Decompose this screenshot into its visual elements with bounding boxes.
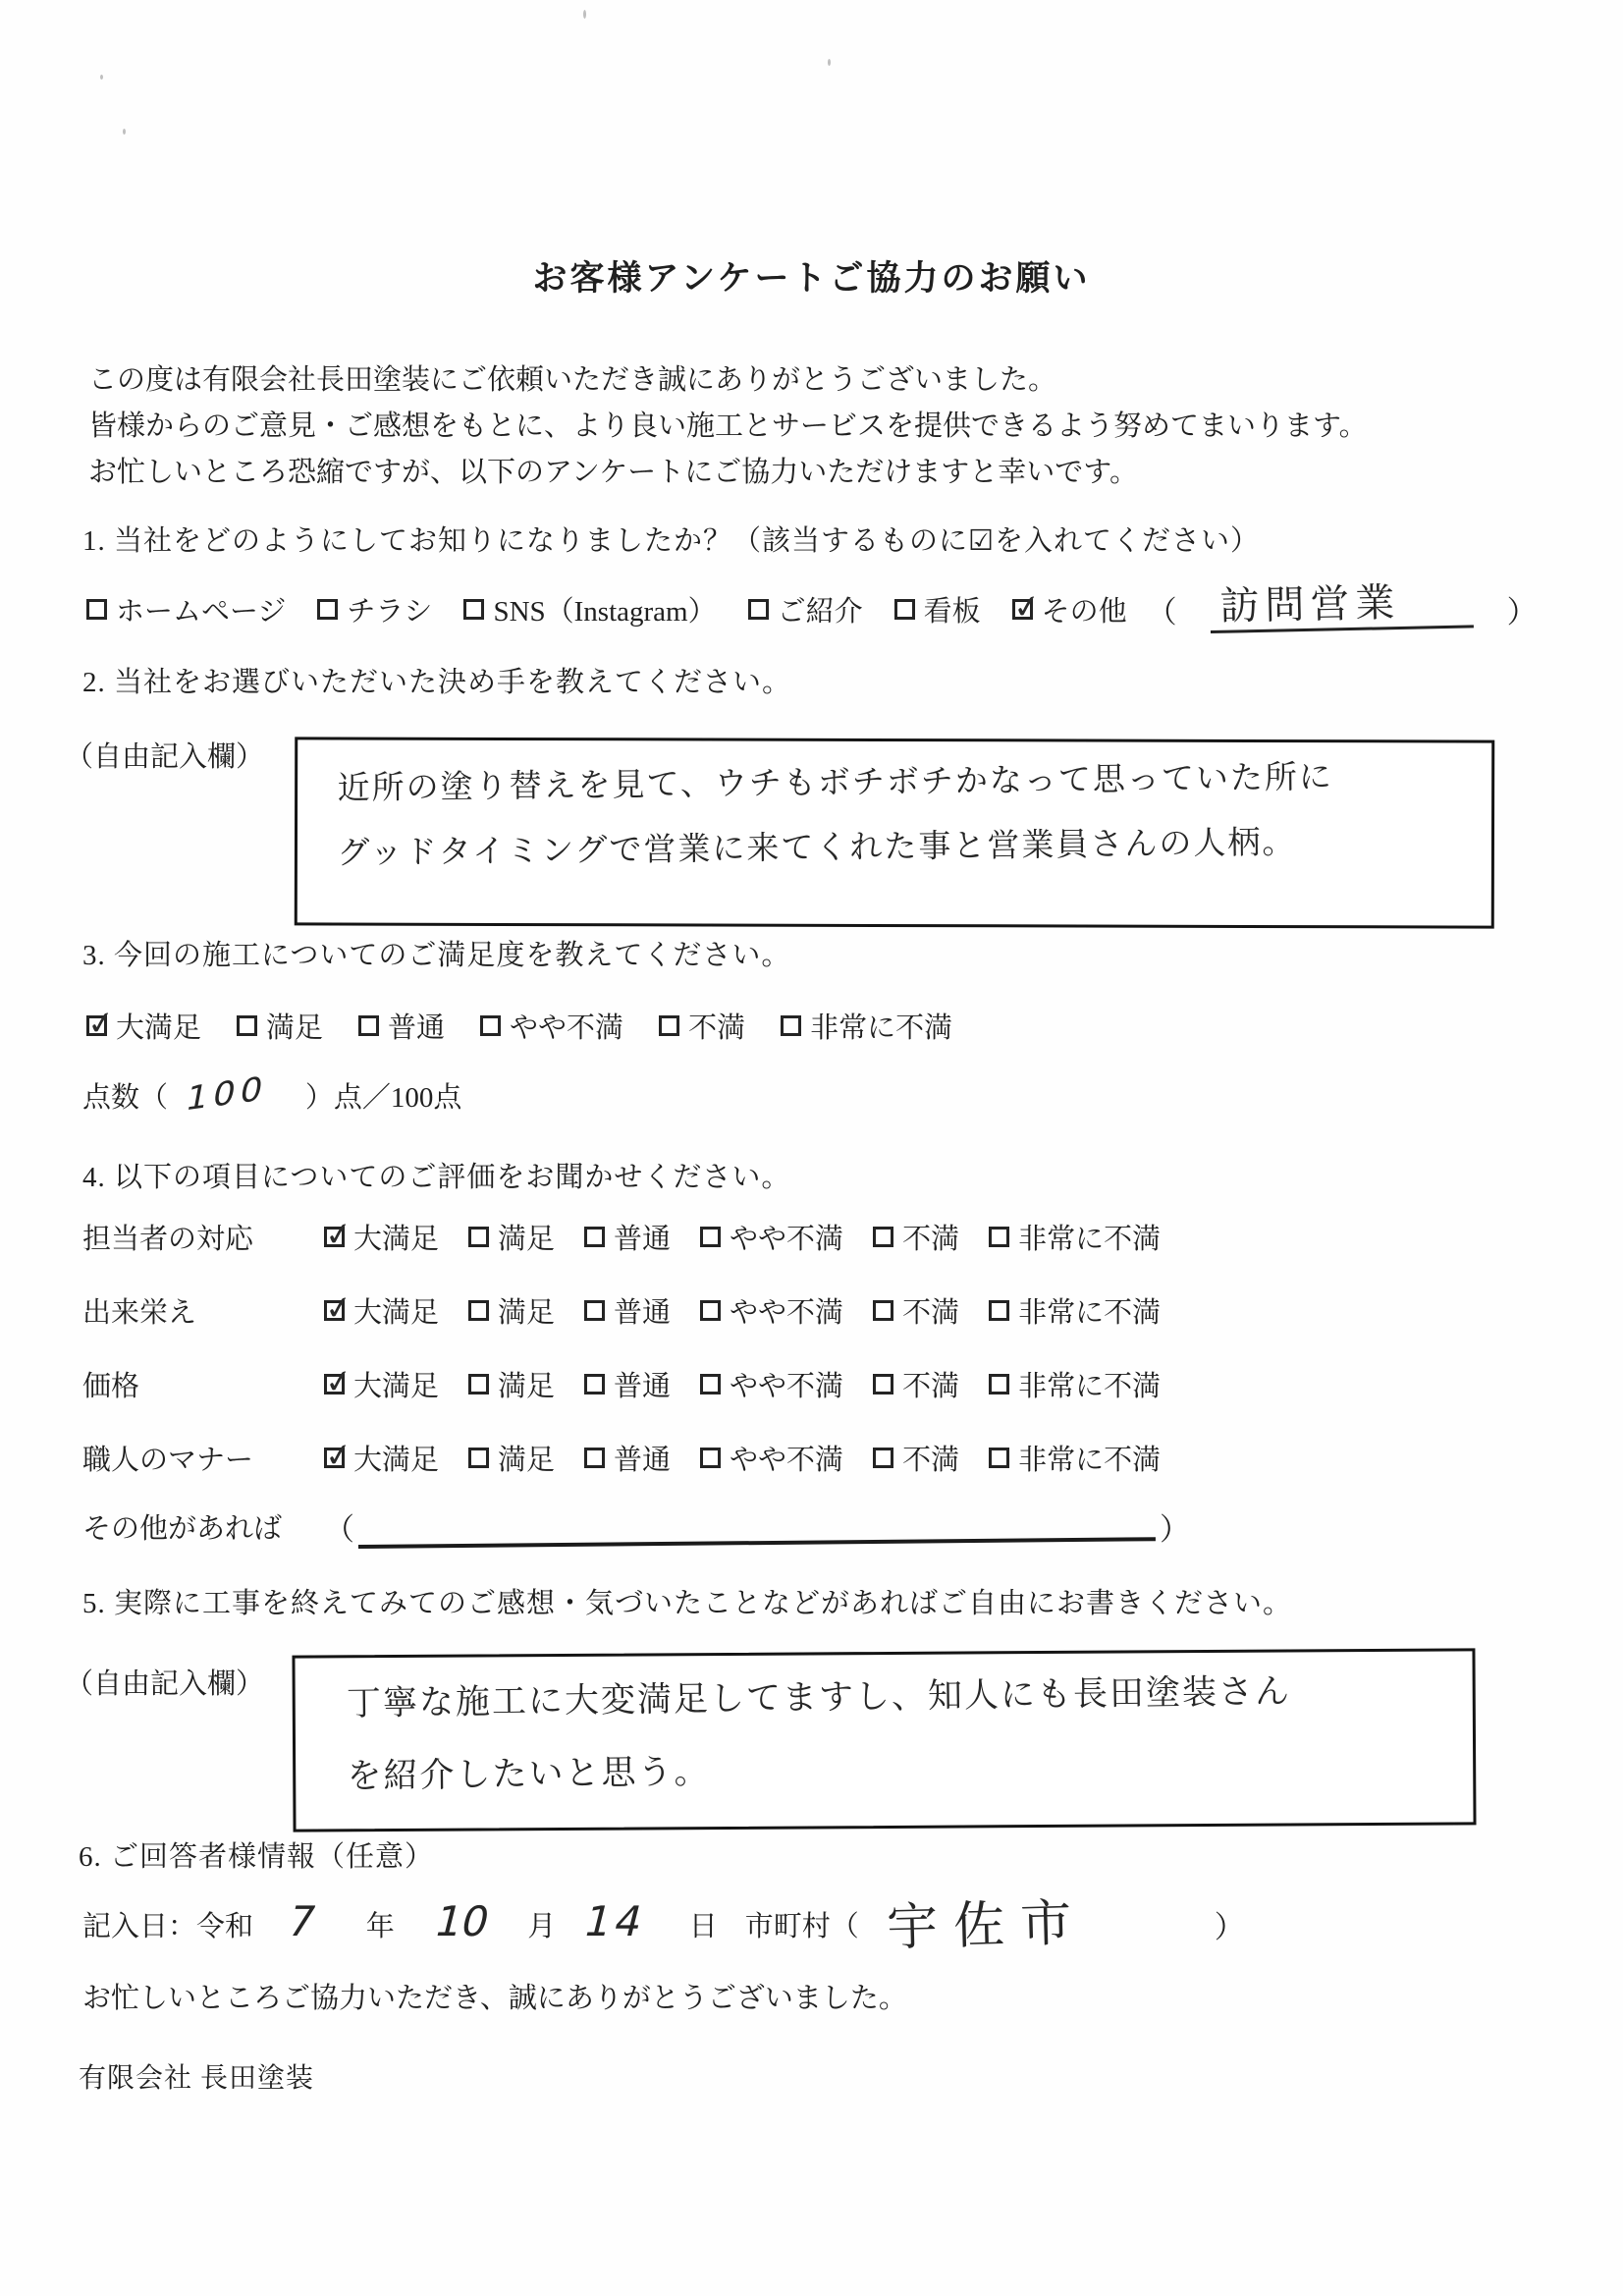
- option-label: やや不満: [730, 1371, 844, 1402]
- empty-checkbox-icon: [584, 1227, 605, 1247]
- survey-option: [989, 1217, 1161, 1257]
- option-label: 不満: [688, 1012, 746, 1044]
- survey-option: [584, 1438, 671, 1478]
- empty-checkbox-icon: [700, 1448, 721, 1468]
- option-label: 非常に不満: [1018, 1371, 1162, 1402]
- survey-option: [781, 1006, 952, 1046]
- q4-rating-row: [82, 1421, 1161, 1495]
- option-label: 大満足: [353, 1371, 440, 1402]
- option-label: 満足: [498, 1371, 556, 1402]
- q3-score-line: [82, 1068, 462, 1120]
- q4-row-label: 価格: [82, 1371, 140, 1402]
- q4-row-label: 職人のマナー: [82, 1445, 254, 1476]
- option-label: やや不満: [730, 1445, 844, 1476]
- checked-checkbox-icon: [324, 1300, 345, 1321]
- survey-option: [873, 1364, 959, 1404]
- survey-option: [468, 1364, 555, 1404]
- survey-option: [700, 1438, 843, 1478]
- option-label: チラシ: [347, 596, 433, 628]
- empty-checkbox-icon: [468, 1300, 489, 1321]
- score-suffix: ）点／100点: [304, 1082, 462, 1114]
- survey-option: [468, 1217, 555, 1257]
- option-label: 満足: [266, 1012, 324, 1044]
- empty-checkbox-icon: [237, 1015, 257, 1036]
- q4-rating-grid: [82, 1200, 1161, 1495]
- survey-option: [584, 1290, 671, 1331]
- survey-option: [584, 1217, 671, 1257]
- q1-heading: 1. 当社をどのようにしてお知りになりましたか？（該当するものに☑を入れてください）: [82, 525, 1260, 557]
- empty-checkbox-icon: [700, 1227, 721, 1247]
- q5-answer-box: [292, 1648, 1476, 1831]
- survey-option: [463, 589, 716, 629]
- option-label: 普通: [614, 1445, 672, 1476]
- empty-checkbox-icon: [659, 1015, 679, 1036]
- option-label: 不満: [902, 1445, 960, 1476]
- empty-checkbox-icon: [584, 1448, 605, 1468]
- option-label: 普通: [614, 1224, 672, 1255]
- survey-option: [873, 1290, 959, 1331]
- empty-checkbox-icon: [894, 599, 915, 620]
- survey-option: [358, 1006, 445, 1046]
- checked-checkbox-icon: [324, 1448, 345, 1468]
- survey-option: [659, 1006, 745, 1046]
- scan-speck: [123, 129, 126, 135]
- option-label: 大満足: [353, 1445, 440, 1476]
- handwritten-day: 14: [579, 1896, 652, 1945]
- survey-option: [989, 1364, 1161, 1404]
- q2-handwritten-answer-line: 近所の塗り替えを見て、ウチもボチボチかなって思っていた所に: [337, 757, 1334, 807]
- option-label: やや不満: [730, 1224, 844, 1255]
- survey-option: [324, 1364, 439, 1404]
- survey-option: [317, 589, 432, 629]
- option-label: 非常に不満: [810, 1012, 953, 1044]
- day-suffix: 日: [688, 1910, 718, 1942]
- q5-heading: 5. 実際に工事を終えてみてのご感想・気づいたことなどがあればご自由にお書きください。: [82, 1588, 1293, 1619]
- scan-speck: [583, 10, 586, 19]
- option-label: 非常に不満: [1018, 1224, 1162, 1255]
- close-paren: ）: [1506, 595, 1538, 629]
- q6-heading: 6. ご回答者様情報（任意）: [79, 1841, 435, 1873]
- survey-option: [700, 1217, 843, 1257]
- option-label: 普通: [614, 1297, 672, 1329]
- option-label: 大満足: [353, 1297, 440, 1329]
- q3-heading: 3. 今回の施工についてのご満足度を教えてください。: [82, 940, 791, 971]
- q2-answer-box: [295, 737, 1494, 928]
- survey-option: [748, 589, 863, 629]
- q4-heading: 4. 以下の項目についてのご評価をお聞かせください。: [82, 1162, 791, 1193]
- survey-option: [237, 1006, 323, 1046]
- empty-checkbox-icon: [468, 1227, 489, 1247]
- option-label: 看板: [923, 596, 981, 628]
- survey-option: [873, 1217, 959, 1257]
- handwritten-era-year: 7: [282, 1896, 321, 1945]
- survey-option: [700, 1290, 843, 1331]
- q3-options-row: [86, 1006, 952, 1046]
- checked-checkbox-icon: [1012, 599, 1033, 620]
- survey-option: [894, 589, 981, 629]
- checked-checkbox-icon: [324, 1227, 345, 1247]
- survey-option: [584, 1364, 671, 1404]
- q4-row-label: 出来栄え: [82, 1297, 197, 1329]
- option-label: 満足: [498, 1224, 556, 1255]
- survey-option: [324, 1438, 439, 1478]
- checked-checkbox-icon: [324, 1374, 345, 1394]
- blank-answer-line: [358, 1507, 1156, 1549]
- survey-option: [86, 589, 286, 629]
- survey-option: [86, 1006, 201, 1046]
- survey-option: [468, 1290, 555, 1331]
- q1-options-row: [86, 579, 1538, 633]
- q4-rating-row: [82, 1200, 1161, 1274]
- survey-option: [324, 1290, 439, 1331]
- close-paren: ）: [1160, 1512, 1190, 1547]
- empty-checkbox-icon: [480, 1015, 501, 1036]
- empty-checkbox-icon: [873, 1374, 893, 1394]
- q2-handwritten-answer-line: グッドタイミングで営業に来てくれた事と営業員さんの人柄。: [337, 822, 1297, 872]
- q1-handwritten-other-value: 訪問営業: [1210, 579, 1474, 633]
- survey-option: [468, 1438, 555, 1478]
- q4-row-options: [324, 1438, 1161, 1478]
- close-paren: ）: [1214, 1909, 1245, 1944]
- year-suffix: 年: [365, 1910, 395, 1942]
- empty-checkbox-icon: [989, 1227, 1009, 1247]
- empty-checkbox-icon: [748, 599, 769, 620]
- closing-thanks: お忙しいところご協力いただき、誠にありがとうございました。: [82, 1983, 907, 2014]
- q4-row-options: [324, 1364, 1161, 1404]
- option-label: その他: [1041, 596, 1127, 628]
- handwritten-month: 10: [429, 1896, 495, 1945]
- option-label: 不満: [902, 1371, 960, 1402]
- empty-checkbox-icon: [86, 599, 107, 620]
- q6-date-line: [82, 1882, 1245, 1966]
- date-prefix: 記入日：令和: [82, 1910, 254, 1942]
- page-title: お客様アンケートご協力のお願い: [532, 259, 1091, 298]
- empty-checkbox-icon: [873, 1448, 893, 1468]
- q5-handwritten-answer-line: 丁寧な施工に大変満足してますし、知人にも長田塗装さん: [346, 1671, 1292, 1724]
- option-label: 大満足: [353, 1224, 440, 1255]
- empty-checkbox-icon: [358, 1015, 379, 1036]
- open-paren: （: [1146, 595, 1177, 629]
- option-label: 普通: [614, 1371, 672, 1402]
- option-label: やや不満: [730, 1297, 844, 1329]
- empty-checkbox-icon: [463, 599, 484, 620]
- empty-checkbox-icon: [468, 1374, 489, 1394]
- empty-checkbox-icon: [989, 1300, 1009, 1321]
- option-label: ご紹介: [777, 596, 863, 628]
- option-label: 満足: [498, 1445, 556, 1476]
- q4-rating-row: [82, 1347, 1161, 1421]
- option-label: 大満足: [116, 1012, 202, 1044]
- empty-checkbox-icon: [700, 1300, 721, 1321]
- q4-row-options: [324, 1290, 1161, 1331]
- intro-line: 皆様からのご意見・ご感想をもとに、より良い施工とサービスを提供できるよう努めてまいります。: [88, 410, 1368, 442]
- empty-checkbox-icon: [989, 1374, 1009, 1394]
- option-label: やや不満: [510, 1012, 624, 1044]
- q4-other-label: その他があれば: [82, 1513, 283, 1545]
- empty-checkbox-icon: [317, 599, 338, 620]
- option-label: 非常に不満: [1018, 1297, 1162, 1329]
- q5-free-entry-label: （自由記入欄）: [65, 1668, 265, 1700]
- open-paren: （: [324, 1512, 354, 1547]
- q4-rating-row: [82, 1274, 1161, 1347]
- intro-line: この度は有限会社長田塗装にご依頼いただき誠にありがとうございました。: [88, 364, 1057, 396]
- option-label: 非常に不満: [1018, 1445, 1162, 1476]
- survey-option: [700, 1364, 843, 1404]
- empty-checkbox-icon: [700, 1374, 721, 1394]
- survey-option: [873, 1438, 959, 1478]
- q4-other-row: [82, 1504, 1190, 1549]
- empty-checkbox-icon: [468, 1448, 489, 1468]
- company-name: 有限会社 長田塗装: [79, 2063, 315, 2094]
- empty-checkbox-icon: [873, 1300, 893, 1321]
- scan-speck: [100, 75, 103, 80]
- q2-free-entry-label: （自由記入欄）: [65, 741, 265, 773]
- q4-row-label: 担当者の対応: [82, 1224, 254, 1255]
- q5-handwritten-answer-line: を紹介したいと思う。: [347, 1752, 711, 1797]
- option-label: 普通: [388, 1012, 446, 1044]
- option-label: ホームページ: [116, 596, 287, 628]
- q4-row-options: [324, 1217, 1161, 1257]
- survey-option: [989, 1438, 1161, 1478]
- option-label: 不満: [902, 1297, 960, 1329]
- empty-checkbox-icon: [584, 1300, 605, 1321]
- empty-checkbox-icon: [989, 1448, 1009, 1468]
- survey-option: [989, 1290, 1161, 1331]
- month-suffix: 月: [527, 1910, 557, 1942]
- handwritten-city: 宇佐市: [886, 1892, 1088, 1958]
- empty-checkbox-icon: [873, 1227, 893, 1247]
- survey-option: [480, 1006, 623, 1046]
- option-label: 満足: [498, 1297, 556, 1329]
- option-label: SNS（Instagram）: [493, 596, 717, 628]
- q3-handwritten-score: 100: [182, 1068, 271, 1120]
- scan-speck: [828, 59, 831, 66]
- option-label: 不満: [902, 1224, 960, 1255]
- city-prefix: 市町村（: [744, 1910, 859, 1942]
- intro-line: お忙しいところ恐縮ですが、以下のアンケートにご協力いただけますと幸いです。: [88, 457, 1138, 488]
- intro-paragraph: [88, 357, 1368, 496]
- q2-heading: 2. 当社をお選びいただいた決め手を教えてください。: [82, 667, 792, 698]
- empty-checkbox-icon: [584, 1374, 605, 1394]
- checked-checkbox-icon: [86, 1015, 107, 1036]
- score-prefix: 点数（: [82, 1082, 169, 1114]
- survey-option: [1012, 589, 1127, 629]
- survey-option: [324, 1217, 439, 1257]
- empty-checkbox-icon: [781, 1015, 801, 1036]
